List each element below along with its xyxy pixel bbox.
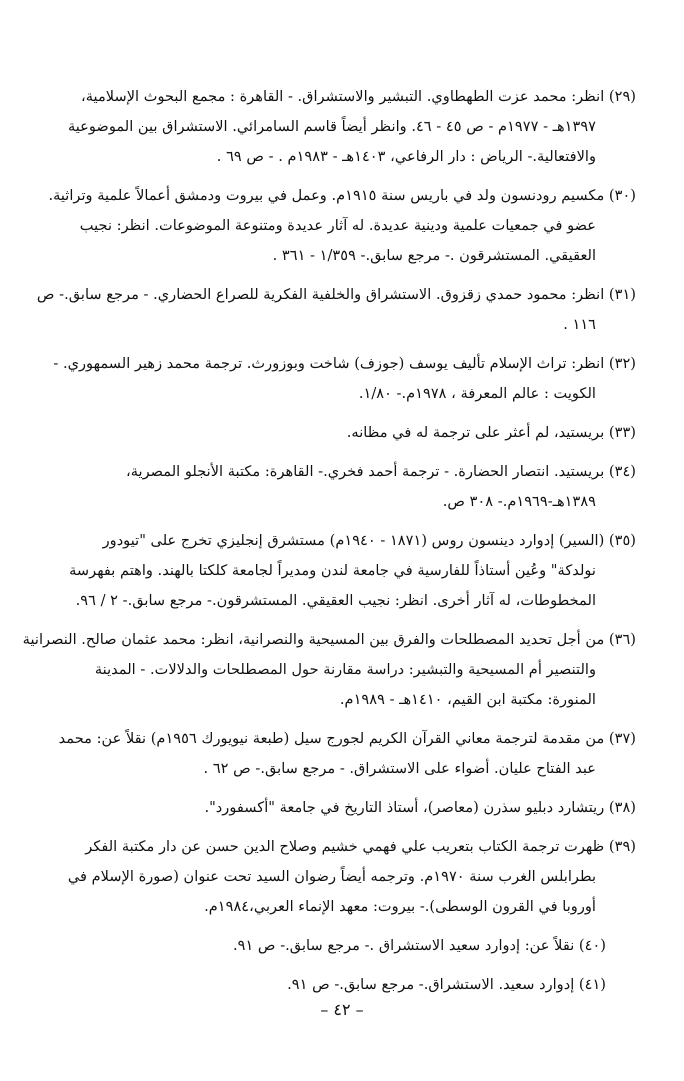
footnote-36 [22, 625, 636, 715]
footnote-line: (٣٦) من أجل تحديد المصطلحات والفرق بين المسيحية والنصرانية، انظر: محمد عثمان صالح. النصرانية [22, 631, 636, 648]
footnote-31 [36, 280, 636, 340]
footnote-37 [46, 724, 636, 784]
footnote-line: أوروبا في القرون الوسطى).- بيروت: معهد الإنماء العربي،١٩٨٤م. [204, 898, 596, 915]
footnote-line: (٣٨) ريتشارد دبليو سذرن (معاصر)، أستاذ التاريخ في جامعة "أكسفورد". [204, 799, 636, 816]
page-number: – ٤٢ – [320, 1000, 364, 1019]
footnote-41 [46, 970, 636, 1000]
footnote-40 [46, 931, 636, 961]
footnote-29 [46, 82, 636, 172]
footnotes-list [22, 82, 636, 1009]
footnote-line: (٣٤) بريستيد. انتصار الحضارة. - ترجمة أحمد فخري.- القاهرة: مكتبة الأنجلو المصرية، [125, 463, 636, 480]
footnote-35 [46, 526, 636, 616]
footnote-line: والافتعالية.- الرياض : دار الرفاعي، ١٤٠٣هـ - ١٩٨٣م . - ص ٦٩ . [216, 148, 596, 165]
footnote-line: المخطوطات، له آثار أخرى. انظر: نجيب العقيقي. المستشرقون.- مرجع سابق.- ٢ / ٩٦. [75, 592, 596, 609]
footnote-line: (٣٩) ظهرت ترجمة الكتاب بتعريب علي فهمي خشيم وصلاح الدين حسن عن دار مكتبة الفكر [85, 838, 636, 855]
footnote-line: نولدكة" وعُين أستاذاً للفارسية في جامعة لندن ومديراً لجامعة كلكتا بالهند. واهتم بفهرسة [69, 562, 596, 579]
footnote-34 [46, 457, 636, 517]
footnote-line: (٣١) انظر: محمود حمدي زقزوق. الاستشراق والخلفية الفكرية للصراع الحضاري. - مرجع سابق.- ص [36, 286, 636, 303]
footnote-line: ١٣٨٩هـ-١٩٦٩م.- ٣٠٨ ص. [442, 493, 596, 510]
footnote-30 [46, 181, 636, 271]
footnote-line: العقيقي. المستشرقون .- مرجع سابق.- ١/٣٥٩ - ٣٦١ . [272, 247, 596, 264]
footnote-line: (٤١) إدوارد سعيد. الاستشراق.- مرجع سابق.- ص ٩١. [287, 976, 606, 993]
footnote-line: عضو في جمعيات علمية ودينية عديدة. له آثار عديدة ومتنوعة الموضوعات. انظر: نجيب [79, 217, 596, 234]
footnote-33 [46, 418, 636, 448]
footnote-38 [46, 793, 636, 823]
footnote-32 [46, 349, 636, 409]
footnote-line: بطرابلس الغرب سنة ١٩٧٠م. وترجمه أيضاً رضوان السيد تحت عنوان (صورة الإسلام في [67, 868, 596, 885]
footnote-line: (٤٠) نقلاً عن: إدوارد سعيد الاستشراق .- مرجع سابق.- ص ٩١. [232, 937, 606, 954]
footnote-39 [46, 832, 636, 922]
footnote-line: ١٣٩٧هـ - ١٩٧٧م - ص ٤٥ - ٤٦. وانظر أيضاً قاسم السامرائي. الاستشراق بين الموضوعية [67, 118, 596, 135]
footnote-line: (٣٧) من مقدمة لترجمة معاني القرآن الكريم لجورج سيل (طبعة نيويورك ١٩٥٦م) نقلاً عن: محمد [58, 730, 636, 747]
footnote-line: ١١٦ . [563, 316, 596, 333]
footnote-line: عبد الفتاح عليان. أضواء على الاستشراق. - مرجع سابق.- ص ٦٢ . [203, 760, 596, 777]
footnote-line: الكويت : عالم المعرفة ، ١٩٧٨م.- ١/٨٠. [358, 385, 596, 402]
footnote-line: والتنصير أم المسيحية والتبشير: دراسة مقارنة حول المصطلحات والدلالات. - المدينة [94, 661, 596, 678]
footnote-line: (٣٥) (السير) إدوارد دينسون روس (١٨٧١ - ١٩٤٠م) مستشرق إنجليزي تخرج على "تيودور [102, 532, 636, 549]
footnote-line: المنورة: مكتبة ابن القيم، ١٤١٠هـ - ١٩٨٩م. [339, 691, 596, 708]
footnote-line: (٣٠) مكسيم رودنسون ولد في باريس سنة ١٩١٥م. وعمل في بيروت ودمشق أعمالاً علمية وتراثية. [48, 187, 636, 204]
footnote-line: (٢٩) انظر: محمد عزت الطهطاوي. التبشير والاستشراق. - القاهرة : مجمع البحوث الإسلامية، [81, 88, 636, 105]
footnote-line: (٣٣) بريستيد، لم أعثر على ترجمة له في مظانه. [346, 424, 636, 441]
footnote-line: (٣٢) انظر: تراث الإسلام تأليف يوسف (جوزف) شاخت وبوزورث. ترجمة محمد زهير السمهوري. - [53, 355, 636, 372]
